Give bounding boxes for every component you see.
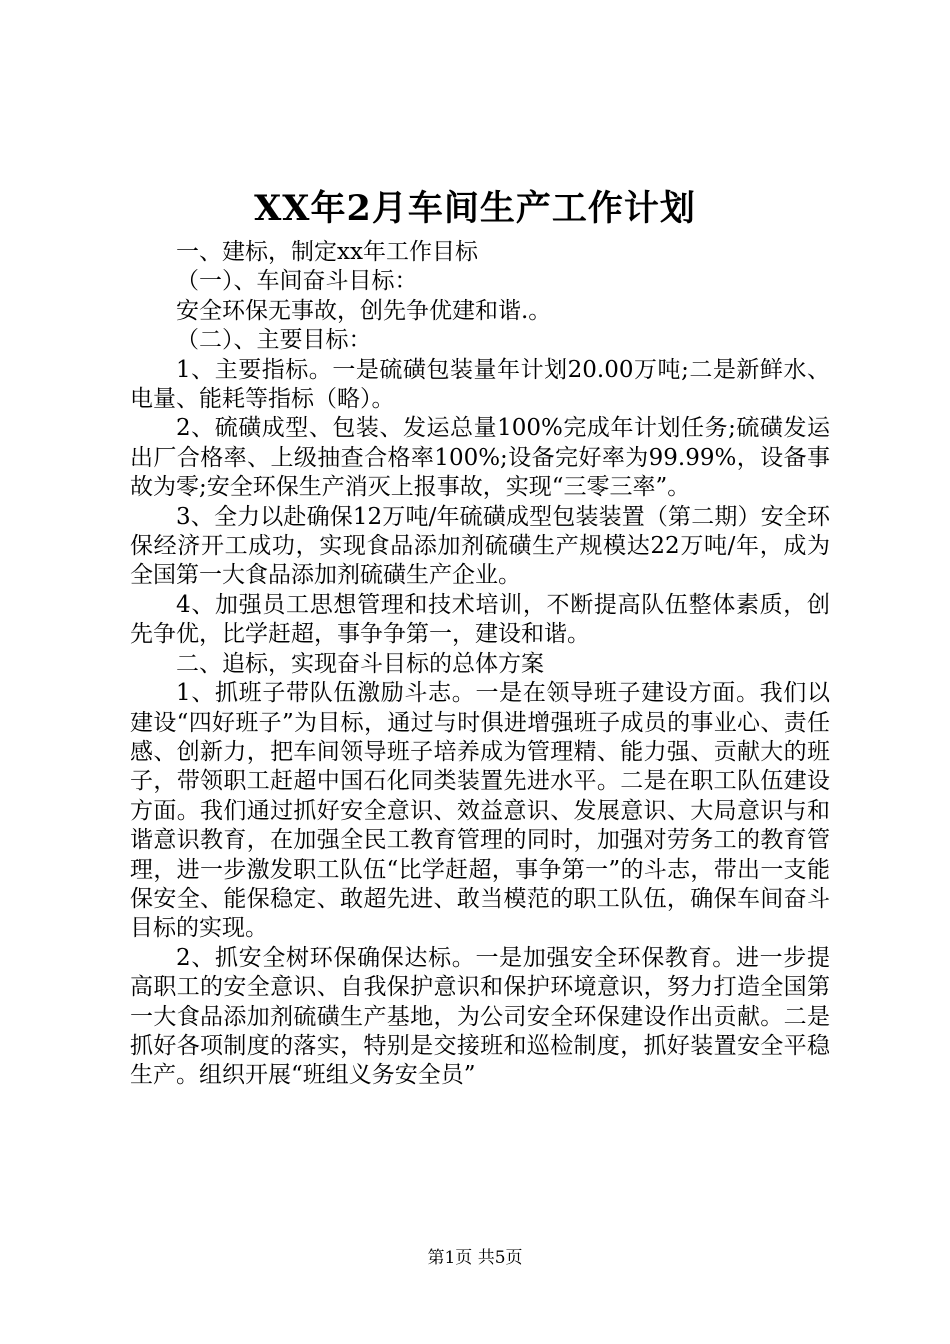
paragraph: 3、全力以赴确保12万吨/年硫磺成型包装装置（第二期）安全环保经济开工成功，实现食品添加剂硫磺生产规模达22万吨/年，成为全国第一大食品添加剂硫磺生产企业。 [130, 503, 830, 589]
paragraph: 2、抓安全树环保确保达标。一是加强安全环保教育。进一步提高职工的安全意识、自我保护意识和保护环境意识，努力打造全国第一大食品添加剂硫磺生产基地，为公司安全环保建设作出贡献。二是抓好各项制度的落实，特别是交接班和巡检制度，抓好装置安全平稳生产。组织开展“班组义务安全员” [130, 944, 830, 1089]
paragraph: 1、抓班子带队伍激励斗志。一是在领导班子建设方面。我们以建设“四好班子”为目标，通过与时俱进增强班子成员的事业心、责任感、创新力，把车间领导班子培养成为管理精、能力强、贡献大的班子，带领职工赶超中国石化同类装置先进水平。二是在职工队伍建设方面。我们通过抓好安全意识、效益意识、发展意识、大局意识与和谐意识教育，在加强全民工教育管理的同时，加强对劳务工的教育管理，进一步激发职工队伍“比学赶超，事争第一”的斗志，带出一支能保安全、能保稳定、敢超先进、敢当模范的职工队伍，确保车间奋斗目标的实现。 [130, 680, 830, 942]
subsection-heading: （二）、主要目标： [176, 327, 372, 354]
document-title: XX年2月车间生产工作计划 [254, 188, 696, 229]
document-body [130, 238, 830, 1091]
paragraph: 安全环保无事故，创先争优建和谐.。 [176, 297, 552, 324]
paragraph: 1、主要指标。一是硫磺包装量年计划20.00万吨;二是新鲜水、电量、能耗等指标（略）。 [130, 356, 830, 413]
paragraph: 2、硫磺成型、包装、发运总量100%完成年计划任务;硫磺发运出厂合格率、上级抽查合格率100%;设备完好率为99.99%，设备事故为零;安全环保生产消灭上报事故，实现“三零三率”。 [130, 415, 830, 501]
section-heading: 一、建标，制定xx年工作目标 [176, 239, 478, 265]
subsection-heading: （一）、车间奋斗目标： [176, 268, 418, 295]
paragraph: 4、加强员工思想管理和技术培训，不断提高队伍整体素质，创先争优，比学赶超，事争争第一，建设和谐。 [130, 591, 830, 648]
section-heading: 二、追标，实现奋斗目标的总体方案 [176, 650, 544, 677]
page-number: 第1页 共5页 [427, 1248, 523, 1268]
